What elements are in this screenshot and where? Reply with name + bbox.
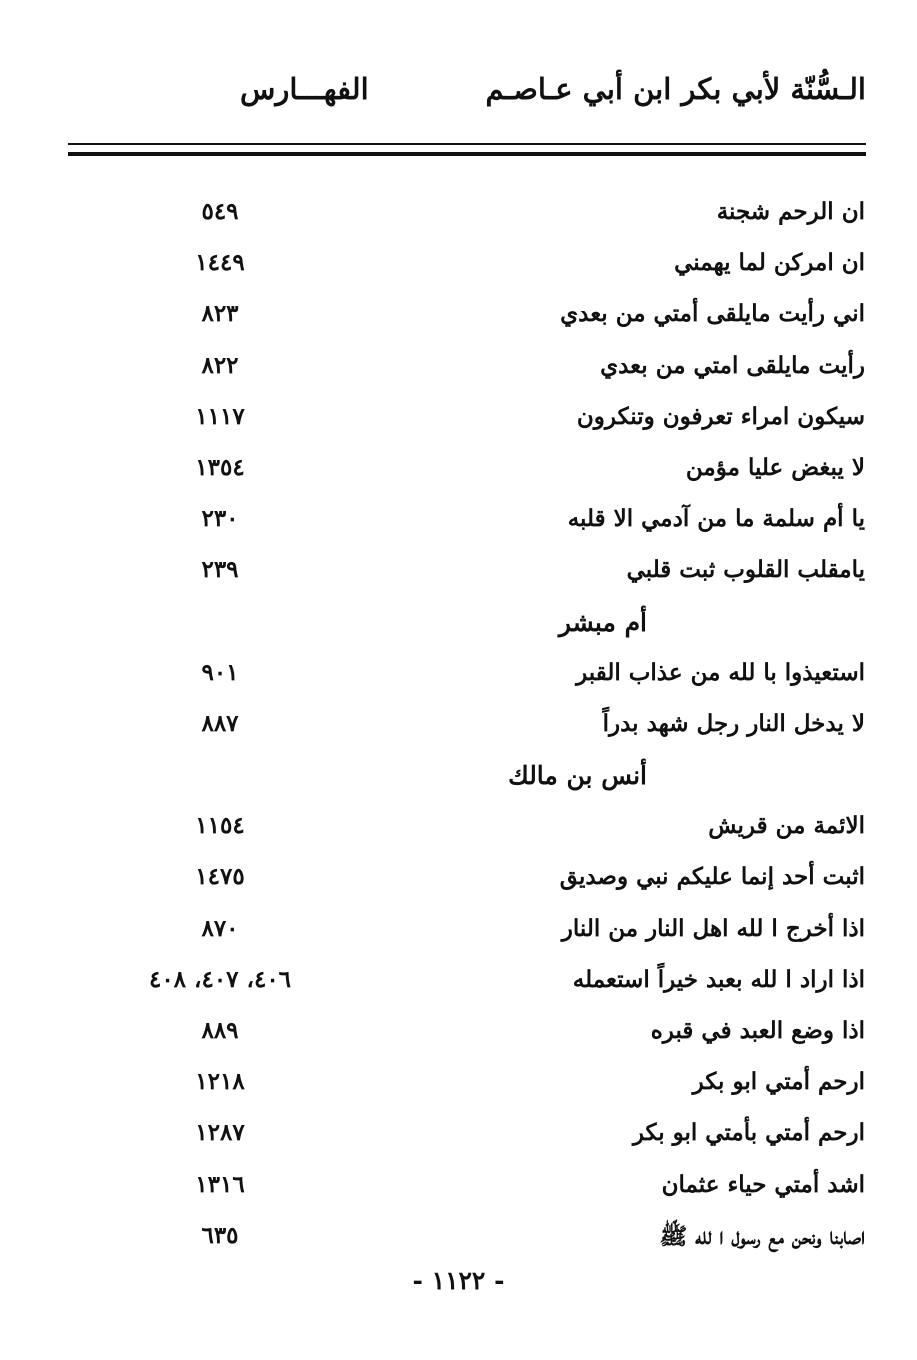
hadith-incipit: ارحم أمتي ابو بكر <box>692 1068 865 1096</box>
header-rule-thick <box>68 152 866 156</box>
index-entry <box>0 393 917 444</box>
index-entry <box>0 1212 917 1263</box>
index-entry <box>0 1161 917 1212</box>
page-number: - ١١٢٢ - <box>412 1266 505 1295</box>
hadith-number: ١١١٧ <box>195 402 245 430</box>
hadith-incipit: رأيت مايلقى امتي من بعدي <box>600 351 865 379</box>
index-entry <box>0 1109 917 1160</box>
index-entries <box>0 188 917 1263</box>
index-entry <box>0 342 917 393</box>
hadith-incipit: لا يبغض عليا مؤمن <box>685 453 865 481</box>
hadith-incipit: اذا وضع العبد في قبره <box>650 1017 865 1044</box>
hadith-incipit: اذا أخرج ا لله اهل النار من النار <box>561 914 865 942</box>
index-entry <box>0 1058 917 1109</box>
hadith-number: ٩٠١ <box>201 658 239 686</box>
index-entry <box>0 495 917 546</box>
index-entry <box>0 546 917 597</box>
narrator-name: أم مبشر <box>558 607 647 637</box>
narrator-name: أنس بن مالك <box>508 761 647 791</box>
index-entry <box>0 444 917 495</box>
hadith-number: ٢٣٩ <box>201 556 239 584</box>
hadith-number: ٥٤٩ <box>201 198 239 225</box>
index-entry <box>0 905 917 956</box>
hadith-incipit: ان الرحم شجنة <box>716 198 865 225</box>
hadith-number: ٨٨٩ <box>201 1017 239 1044</box>
hadith-incipit: اني رأيت مايلقى أمتي من بعدي <box>560 300 865 328</box>
index-entry <box>0 853 917 904</box>
narrator-heading <box>0 598 917 649</box>
hadith-incipit: ان امركن لما يهمني <box>674 249 865 277</box>
hadith-number: ١٤٤٩ <box>195 249 245 277</box>
index-entry <box>0 802 917 853</box>
index-entry <box>0 188 917 239</box>
hadith-incipit: اثبت أحد إنما عليكم نبي وصديق <box>559 863 865 891</box>
hadith-number: ٨٢٢ <box>201 351 239 379</box>
hadith-incipit: استعيذوا با لله من عذاب القبر <box>576 658 865 686</box>
hadith-number: ٨٨٧ <box>201 709 239 737</box>
book-title: الـسُّنّة لأبي بكر ابن أبي عـاصـم <box>485 72 866 106</box>
index-entry <box>0 1007 917 1058</box>
index-entry <box>0 290 917 341</box>
hadith-incipit: اشد أمتي حياء عثمان <box>661 1170 865 1198</box>
hadith-number: ١٢١٨ <box>195 1068 245 1096</box>
index-entry <box>0 956 917 1007</box>
hadith-number: ١٤٧٥ <box>195 863 245 891</box>
hadith-number: ١٢٨٧ <box>195 1119 245 1147</box>
section-title: الفهـــارس <box>240 72 369 106</box>
hadith-number: ١١٥٤ <box>195 812 245 840</box>
hadith-number: ٨٢٣ <box>201 300 239 328</box>
hadith-incipit: اذا اراد ا لله بعبد خيراً استعمله <box>572 965 865 993</box>
running-header <box>60 72 866 122</box>
narrator-heading <box>0 751 917 802</box>
header-rule-thin <box>68 143 866 145</box>
hadith-incipit: يا أم سلمة ما من آدمي الا قلبه <box>567 505 865 533</box>
index-entry <box>0 239 917 290</box>
hadith-incipit: الائمة من قريش <box>708 812 865 840</box>
hadith-incipit: اصابنا ونحن مع رسول ا لله ﷺ <box>659 1222 865 1250</box>
hadith-incipit: سيكون امراء تعرفون وتنكرون <box>576 402 865 430</box>
hadith-number: ٨٧٠ <box>201 914 239 942</box>
hadith-number: ٤٠٦، ٤٠٧، ٤٠٨ <box>148 965 292 993</box>
hadith-number: ٦٣٥ <box>201 1221 239 1249</box>
hadith-incipit: يامقلب القلوب ثبت قلبي <box>626 556 865 584</box>
hadith-incipit: ارحم أمتي بأمتي ابو بكر <box>632 1119 865 1147</box>
hadith-number: ١٣١٦ <box>195 1170 245 1198</box>
index-entry <box>0 700 917 751</box>
index-entry <box>0 649 917 700</box>
hadith-number: ١٣٥٤ <box>195 453 245 481</box>
hadith-number: ٢٣٠ <box>201 505 239 533</box>
hadith-incipit: لا يدخل النار رجل شهد بدراً <box>602 709 865 737</box>
